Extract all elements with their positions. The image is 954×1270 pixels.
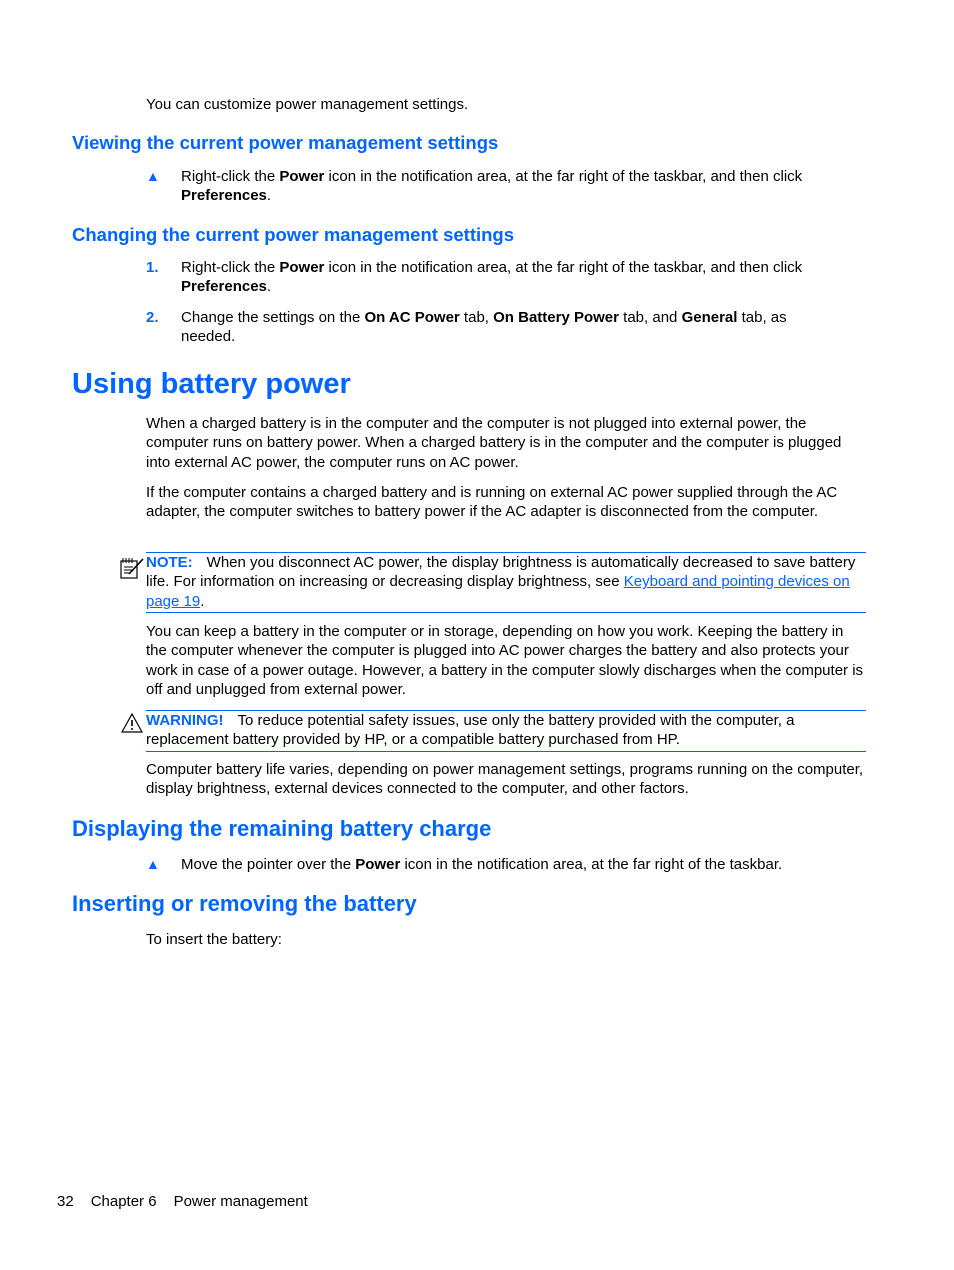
step-number: 1.	[146, 259, 159, 276]
step-text: .	[266, 187, 272, 205]
changing-step-2	[181, 308, 861, 347]
step-text: tab, as	[737, 309, 787, 326]
heading-changing: Changing the current power management settings	[72, 224, 515, 245]
keyboard-link[interactable]: Keyboard and pointing devices on page 19	[146, 573, 850, 610]
heading-inserting: Inserting or removing the battery	[72, 891, 417, 916]
step-text: Change the settings on the	[181, 309, 365, 326]
step-bold: Power	[279, 168, 325, 185]
chapter-label: Chapter 6	[90, 1193, 157, 1210]
page-number: 32	[57, 1193, 74, 1210]
step-text: tab,	[459, 309, 494, 326]
note-end: .	[200, 592, 205, 610]
step-text: tab, and	[619, 309, 682, 326]
step-number: 2.	[146, 309, 159, 326]
triangle-bullet-icon: ▲	[146, 856, 160, 872]
note-text: When you disconnect AC power, the display brightness is automatically decreased to save battery life. For information on increasing or decreasing display brightness, see	[146, 554, 856, 591]
warning-text: To reduce potential safety issues, use only the battery provided with the computer, a replacement battery provided by HP, or a compatible battery purchased from HP.	[146, 712, 795, 749]
section-title: Using battery power	[72, 368, 351, 400]
paragraph: You can keep a battery in the computer or in storage, depending on how you work. Keeping the battery in the computer whenever the computer is plugged into AC power charges the battery and also protects your work in case of a power outage. However, a battery in the computer slowly discharges when the computer is off and unplugged from external power.	[146, 623, 864, 699]
displaying-step	[181, 855, 861, 874]
note-icon	[118, 556, 146, 580]
viewing-step	[181, 167, 861, 206]
page-footer	[57, 1192, 325, 1211]
warning-icon	[121, 713, 143, 733]
step-bold: Preferences	[181, 187, 267, 205]
step-text: icon in the notification area, at the far right of the taskbar, and then click	[324, 168, 803, 185]
step-bold: General	[681, 309, 738, 326]
step-bold: On AC Power	[364, 309, 460, 326]
step-text: Right-click the	[181, 168, 280, 185]
paragraph: To insert the battery:	[146, 931, 282, 948]
step-text: Right-click the	[181, 259, 280, 276]
note-box	[146, 552, 866, 613]
step-text: Move the pointer over the	[181, 856, 356, 873]
paragraph: Computer battery life varies, depending on power management settings, programs running on the computer, display brightness, external devices connected to the computer, and other factors.	[146, 761, 864, 798]
warning-box	[146, 710, 866, 752]
note-label: NOTE:	[146, 554, 193, 571]
step-bold: Power	[355, 856, 401, 873]
warning-label: WARNING!	[146, 712, 224, 729]
heading-viewing: Viewing the current power management settings	[72, 132, 499, 153]
step-bold: On Battery Power	[493, 309, 619, 326]
paragraph: When a charged battery is in the computer and the computer is not plugged into external power, the computer runs on battery power. When a charged battery is in the computer and the computer is plugged into external AC power, the computer runs on AC power.	[146, 415, 842, 471]
step-text: icon in the notification area, at the far right of the taskbar.	[400, 856, 783, 873]
chapter-title: Power management	[173, 1193, 308, 1210]
step-text: icon in the notification area, at the far right of the taskbar, and then click	[324, 259, 803, 276]
step-text: .	[266, 278, 272, 296]
triangle-bullet-icon: ▲	[146, 168, 160, 184]
heading-displaying: Displaying the remaining battery charge	[72, 816, 492, 841]
step-bold: Preferences	[181, 278, 267, 296]
changing-step-1	[181, 258, 861, 297]
step-bold: Power	[279, 259, 325, 276]
step-text: needed.	[181, 328, 236, 346]
paragraph: If the computer contains a charged battery and is running on external AC power supplied through the AC adapter, the computer switches to battery power if the AC adapter is disconnected from the computer.	[146, 484, 838, 521]
intro-text: You can customize power management settings.	[146, 96, 469, 113]
